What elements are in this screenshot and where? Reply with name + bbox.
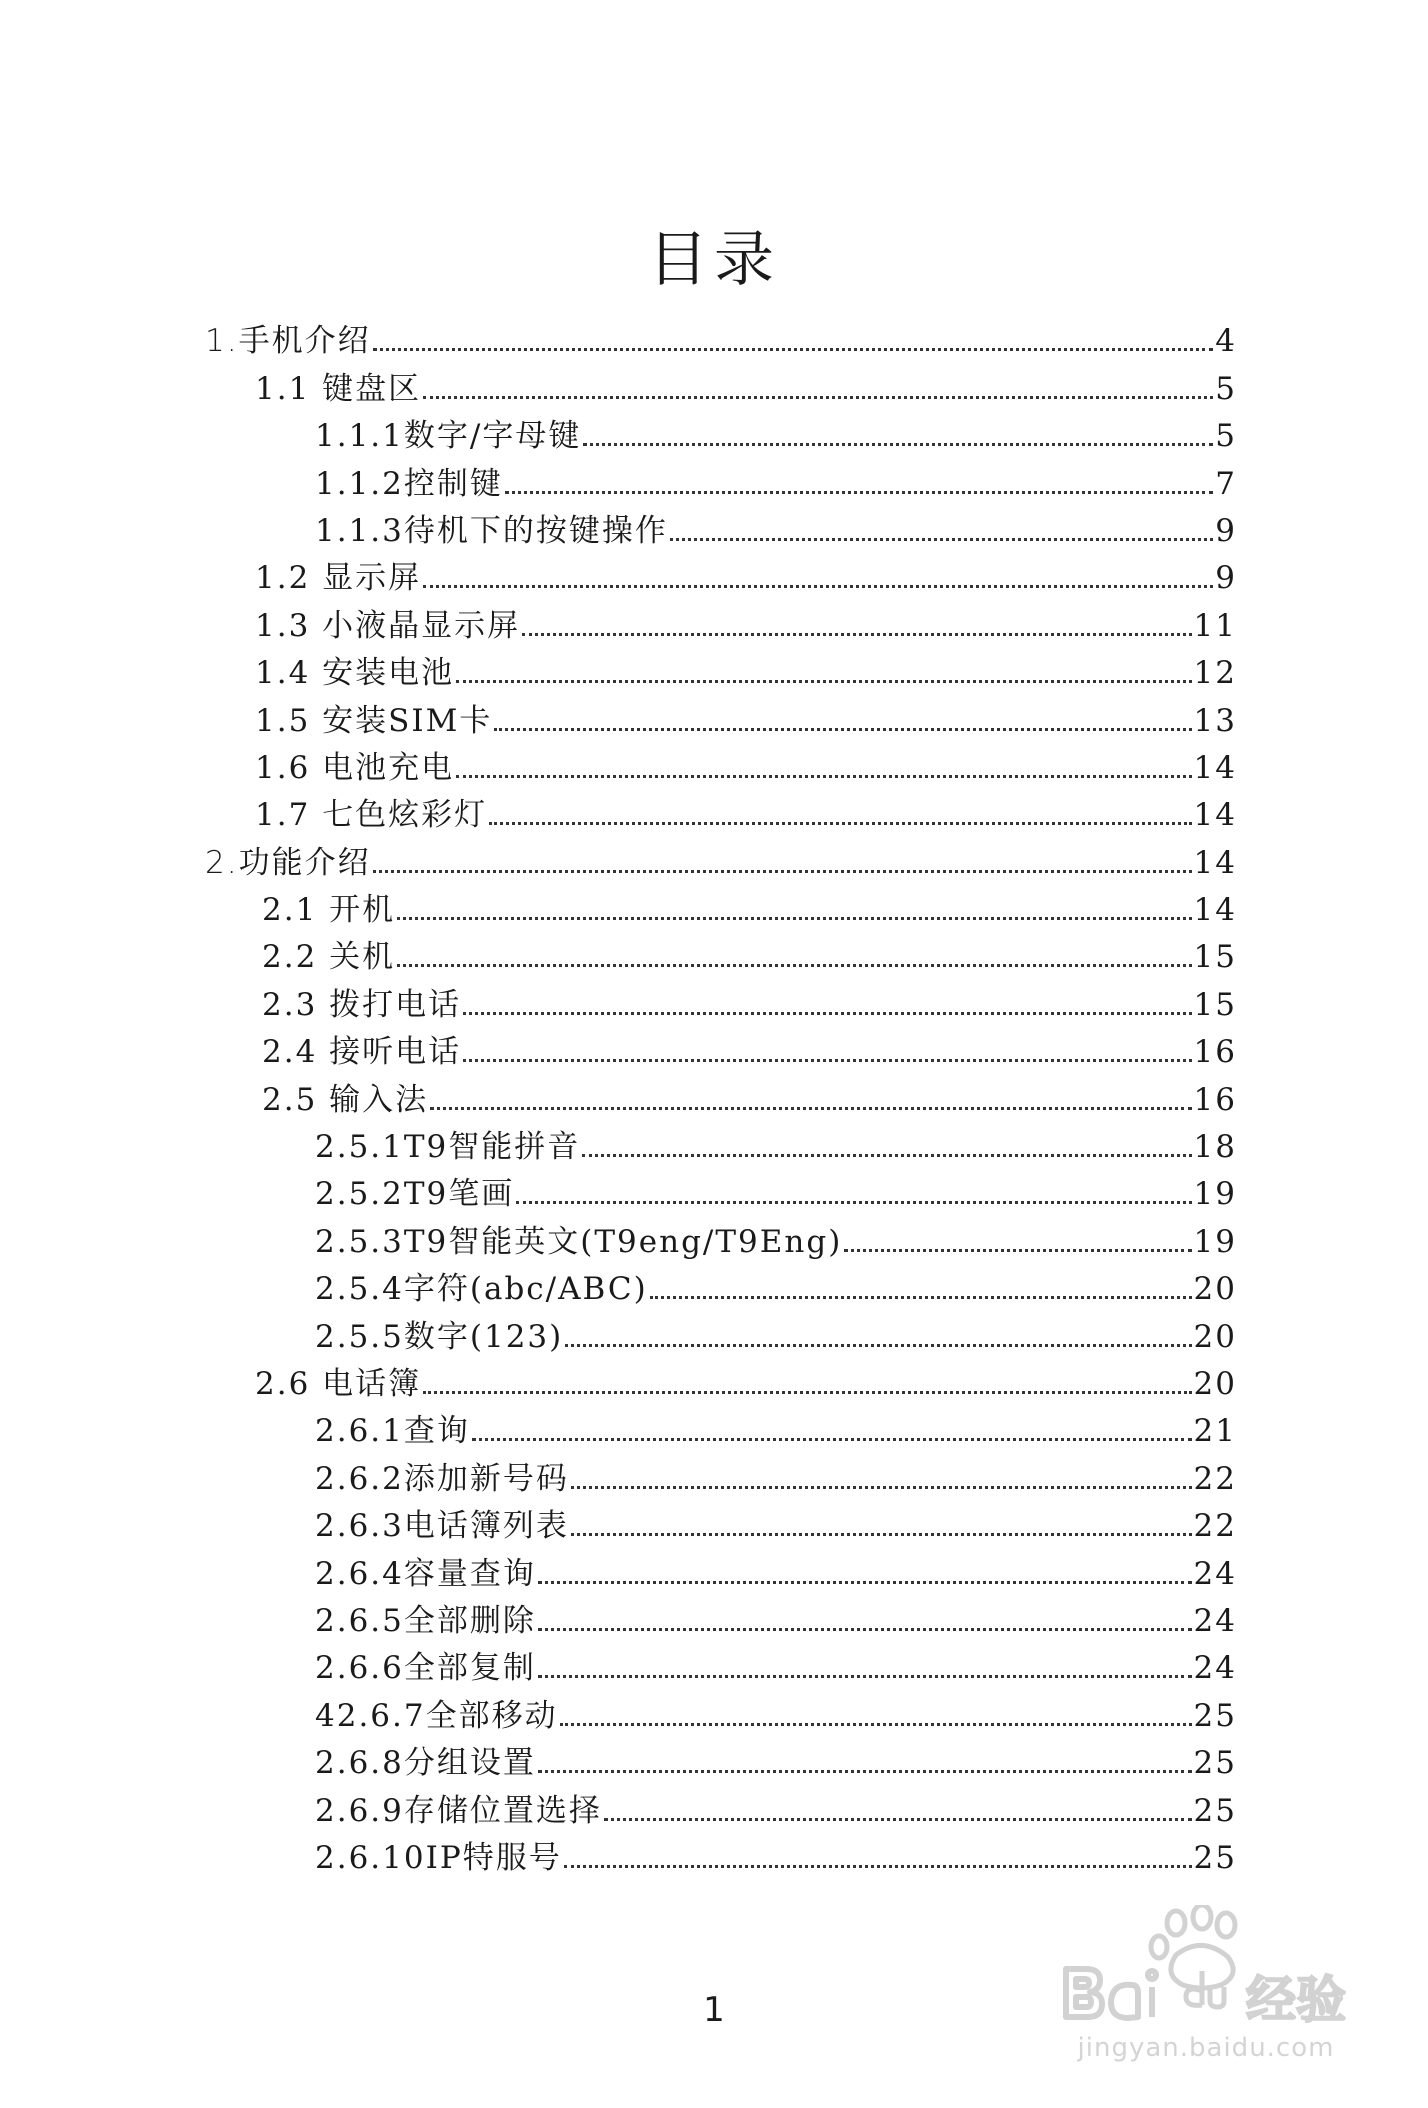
toc-entry-page: 22	[1193, 1460, 1237, 1497]
toc-entry-page: 25	[1193, 1792, 1237, 1829]
toc-dot-leader	[423, 1391, 1191, 1394]
toc-entry-page: 22	[1193, 1508, 1237, 1545]
toc-entry-label: 2.5.5数字(123)	[315, 1318, 564, 1355]
toc-entry[interactable]	[0, 1119, 1237, 1166]
toc-entry-label: 2.5.1T9智能拼音	[315, 1129, 581, 1166]
toc-entry-label: 1.4 安装电池	[255, 655, 455, 692]
toc-dot-leader	[397, 964, 1191, 967]
toc-entry[interactable]	[0, 1593, 1237, 1640]
toc-dot-leader	[560, 1723, 1192, 1726]
toc-dot-leader	[522, 633, 1191, 636]
toc-entry-page: 14	[1193, 749, 1237, 786]
toc-entry[interactable]	[0, 834, 1237, 881]
toc-entry-label: 2.功能介绍	[205, 844, 371, 881]
toc-entry-label: 1.5 安装SIM卡	[255, 702, 493, 739]
toc-entry-page: 25	[1193, 1745, 1237, 1782]
toc-dot-leader	[571, 1486, 1192, 1489]
toc-dot-leader	[373, 348, 1214, 351]
toc-dot-leader	[494, 728, 1191, 731]
toc-entry-label: 2.5.3T9智能英文(T9eng/T9Eng)	[315, 1223, 843, 1260]
toc-entry-page: 14	[1193, 844, 1237, 881]
toc-entry-page: 19	[1193, 1223, 1237, 1260]
toc-entry-label: 2.5.2T9笔画	[315, 1176, 515, 1213]
toc-entry[interactable]	[0, 1166, 1237, 1213]
toc-dot-leader	[423, 396, 1213, 399]
toc-dot-leader	[456, 680, 1191, 683]
toc-entry[interactable]	[0, 645, 1237, 692]
toc-entry[interactable]	[0, 787, 1237, 834]
toc-entry-page: 16	[1193, 1034, 1237, 1071]
toc-entry[interactable]	[0, 740, 1237, 787]
toc-entry-page: 13	[1193, 702, 1237, 739]
toc-entry-page: 20	[1193, 1318, 1237, 1355]
toc-entry-page: 5	[1215, 418, 1237, 455]
toc-entry-page: 11	[1193, 607, 1237, 644]
toc-entry-label: 2.5 输入法	[262, 1081, 429, 1118]
toc-entry-label: 2.2 关机	[262, 939, 396, 976]
toc-dot-leader	[604, 1818, 1192, 1821]
toc-entry[interactable]	[0, 1213, 1237, 1260]
toc-entry-page: 24	[1193, 1602, 1237, 1639]
toc-entry-label: 1.1.2控制键	[315, 465, 503, 502]
toc-entry[interactable]	[0, 1071, 1237, 1118]
toc-entry-page: 9	[1215, 512, 1237, 549]
toc-entry-label: 2.6.9存储位置选择	[315, 1792, 602, 1829]
toc-dot-leader	[373, 870, 1192, 873]
toc-dot-leader	[670, 538, 1213, 541]
toc-entry[interactable]	[0, 1261, 1237, 1308]
toc-entry-label: 2.3 拨打电话	[262, 986, 462, 1023]
toc-entry-page: 18	[1193, 1129, 1237, 1166]
toc-entry-page: 15	[1193, 939, 1237, 976]
toc-entry[interactable]	[0, 976, 1237, 1023]
toc-dot-leader	[571, 1533, 1192, 1536]
toc-entry-label: 1.1.3待机下的按键操作	[315, 512, 668, 549]
toc-entry-label: 1.6 电池充电	[255, 749, 455, 786]
toc-entry[interactable]	[0, 503, 1237, 550]
toc-dot-leader	[844, 1249, 1191, 1252]
toc-dot-leader	[505, 491, 1213, 494]
toc-entry-page: 4	[1215, 323, 1237, 360]
toc-entry-label: 2.6.3电话簿列表	[315, 1508, 569, 1545]
toc-entry[interactable]	[0, 1782, 1237, 1829]
toc-entry[interactable]	[0, 455, 1237, 502]
toc-entry[interactable]	[0, 1024, 1237, 1071]
toc-entry[interactable]	[0, 1450, 1237, 1497]
page-title: 目录	[648, 225, 780, 295]
toc-entry-label: 2.6 电话簿	[255, 1365, 422, 1402]
toc-dot-leader	[538, 1628, 1192, 1631]
toc-entry-page: 25	[1193, 1697, 1237, 1734]
toc-dot-leader	[650, 1296, 1192, 1299]
toc-entry[interactable]	[0, 1687, 1237, 1734]
toc-entry[interactable]	[0, 1735, 1237, 1782]
toc-entry-page: 25	[1193, 1839, 1237, 1876]
toc-entry-page: 20	[1193, 1271, 1237, 1308]
toc-entry-label: 2.6.1查询	[315, 1413, 470, 1450]
toc-entry[interactable]	[0, 408, 1237, 455]
toc-entry-label: 2.6.10IP特服号	[315, 1839, 562, 1876]
toc-entry-page: 9	[1215, 560, 1237, 597]
toc-entry-label: 1.1 键盘区	[255, 370, 422, 407]
toc-entry[interactable]	[0, 1830, 1237, 1877]
toc-entry[interactable]	[0, 1308, 1237, 1355]
toc-entry-label: 42.6.7全部移动	[315, 1697, 558, 1734]
toc-dot-leader	[565, 1344, 1191, 1347]
toc-dot-leader	[538, 1581, 1192, 1584]
toc-entry-label: 1.7 七色炫彩灯	[255, 797, 488, 834]
toc-entry-label: 2.6.6全部复制	[315, 1650, 536, 1687]
toc-entry-label: 1.1.1数字/字母键	[315, 418, 582, 455]
toc-entry-page: 15	[1193, 986, 1237, 1023]
toc-entry-label: 2.5.4字符(abc/ABC)	[315, 1271, 648, 1308]
toc-entry-page: 24	[1193, 1650, 1237, 1687]
toc-entry[interactable]	[0, 929, 1237, 976]
watermark-url: jingyan.baidu.com	[1077, 2033, 1335, 2063]
toc-entry-label: 2.6.4容量查询	[315, 1555, 536, 1592]
toc-entry-page: 24	[1193, 1555, 1237, 1592]
toc-entry-label: 2.6.8分组设置	[315, 1745, 536, 1782]
toc-dot-leader	[538, 1675, 1192, 1678]
toc-entry[interactable]	[0, 360, 1237, 407]
toc-entry-page: 5	[1215, 370, 1237, 407]
toc-entry-page: 16	[1193, 1081, 1237, 1118]
table-of-contents	[0, 313, 1428, 1877]
toc-entry[interactable]	[0, 550, 1237, 597]
toc-entry-page: 19	[1193, 1176, 1237, 1213]
toc-dot-leader	[583, 443, 1213, 446]
toc-dot-leader	[472, 1438, 1192, 1441]
toc-entry-page: 14	[1193, 797, 1237, 834]
toc-dot-leader	[456, 775, 1191, 778]
toc-entry-page: 14	[1193, 892, 1237, 929]
toc-entry-label: 1.2 显示屏	[255, 560, 422, 597]
toc-entry[interactable]	[0, 597, 1237, 644]
toc-entry-label: 2.1 开机	[262, 892, 396, 929]
toc-entry[interactable]	[0, 1498, 1237, 1545]
toc-dot-leader	[430, 1107, 1191, 1110]
toc-entry-page: 12	[1193, 655, 1237, 692]
toc-entry-label: 1.3 小液晶显示屏	[255, 607, 521, 644]
toc-entry-label: 2.4 接听电话	[262, 1034, 462, 1071]
toc-entry[interactable]	[0, 1640, 1237, 1687]
toc-entry[interactable]	[0, 1403, 1237, 1450]
toc-entry[interactable]	[0, 1545, 1237, 1592]
toc-entry[interactable]	[0, 1356, 1237, 1403]
toc-entry-page: 21	[1193, 1413, 1237, 1450]
toc-dot-leader	[516, 1201, 1191, 1204]
toc-dot-leader	[538, 1770, 1192, 1773]
toc-dot-leader	[463, 1012, 1191, 1015]
toc-dot-leader	[489, 822, 1191, 825]
toc-entry-label: 2.6.5全部删除	[315, 1602, 536, 1639]
toc-dot-leader	[397, 917, 1191, 920]
toc-dot-leader	[423, 585, 1213, 588]
toc-entry-label: 2.6.2添加新号码	[315, 1460, 569, 1497]
svg-text:经验: 经验	[1246, 1971, 1346, 2029]
toc-entry-page: 20	[1193, 1365, 1237, 1402]
toc-dot-leader	[582, 1154, 1191, 1157]
toc-entry[interactable]	[0, 313, 1237, 360]
toc-entry-label: 1.手机介绍	[205, 323, 371, 360]
toc-dot-leader	[564, 1865, 1192, 1868]
page-number: 1	[703, 1990, 725, 2030]
toc-entry-page: 7	[1215, 465, 1237, 502]
toc-dot-leader	[463, 1059, 1191, 1062]
toc-entry[interactable]	[0, 692, 1237, 739]
toc-entry[interactable]	[0, 882, 1237, 929]
